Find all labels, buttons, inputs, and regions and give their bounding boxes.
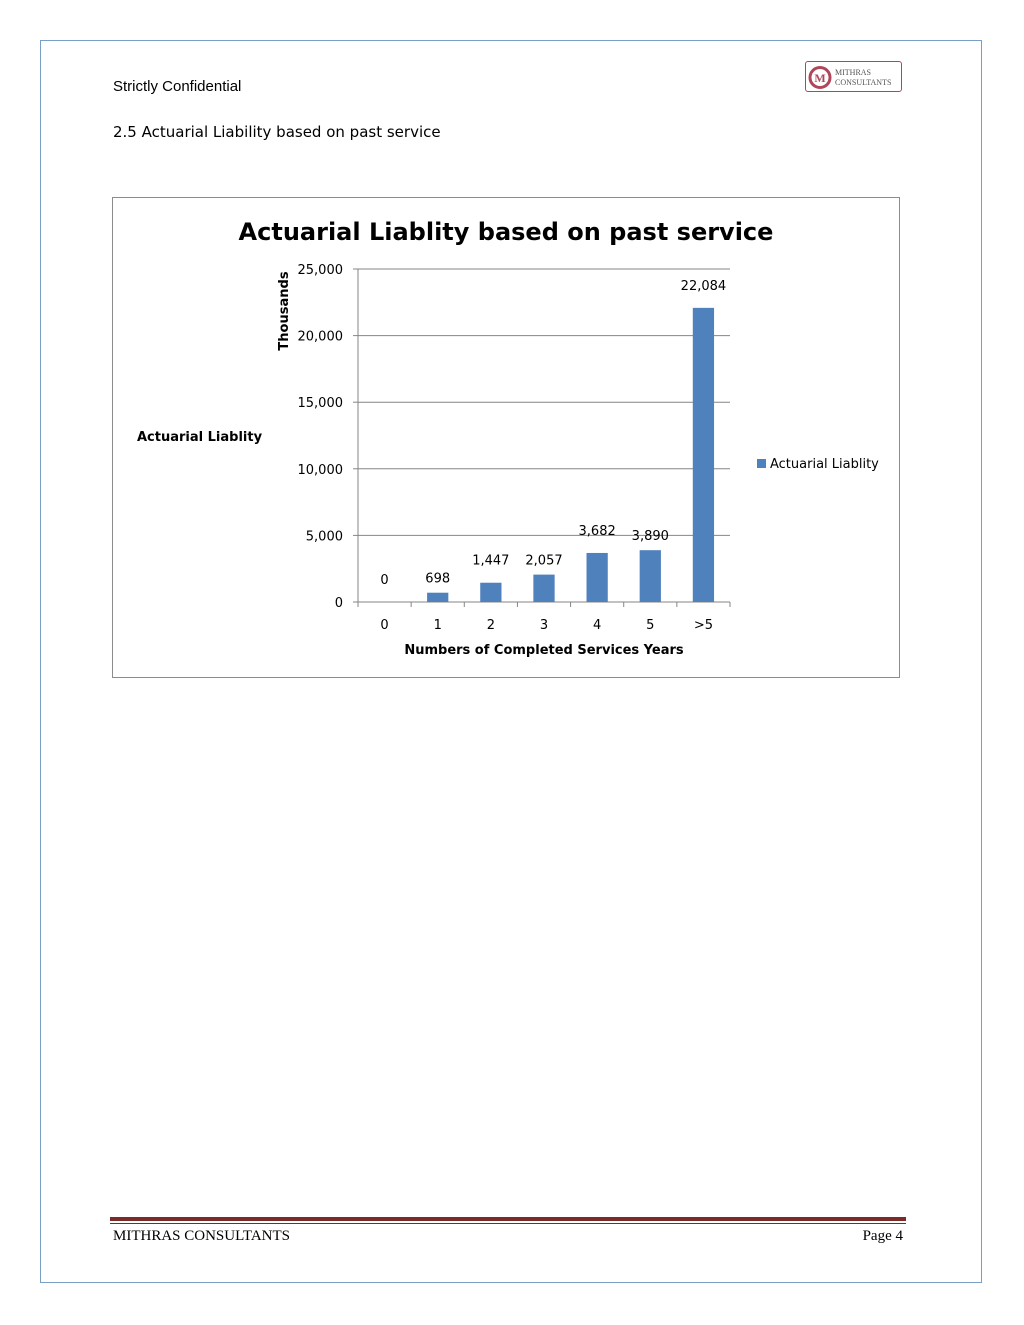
y-tick-label: 5,000 (305, 529, 343, 545)
y-tick-label: 10,000 (297, 462, 343, 478)
x-axis-title: Numbers of Completed Services Years (404, 643, 684, 658)
footer-rule-thin (110, 1223, 906, 1224)
x-tick-label: >5 (693, 618, 714, 633)
y-axis-title: Thousands (277, 271, 292, 351)
bar (693, 308, 714, 602)
y-tick-label: 25,000 (297, 263, 343, 278)
data-label: 22,084 (680, 278, 727, 294)
chart-title: Actuarial Liablity based on past service (238, 218, 774, 246)
footer-company: MITHRAS CONSULTANTS (113, 1228, 291, 1244)
data-label: 2,057 (525, 553, 563, 569)
logo-line2: CONSULTANTS (835, 78, 892, 87)
confidential-label: Strictly Confidential (113, 78, 242, 95)
section-title: 2.5 Actuarial Liability based on past service (113, 123, 441, 141)
legend-swatch (757, 459, 766, 468)
data-label: 698 (425, 571, 451, 587)
y-tick-label: 20,000 (297, 329, 343, 345)
side-label: Actuarial Liablity (137, 430, 263, 445)
bar-chart (113, 198, 901, 679)
data-label: 3,682 (578, 523, 616, 539)
page-number: Page 4 (862, 1228, 903, 1244)
x-tick-label: 1 (433, 618, 442, 633)
legend-label: Actuarial Liablity (770, 457, 879, 472)
footer-rule (110, 1217, 906, 1221)
company-logo (805, 61, 902, 92)
bar (587, 553, 608, 602)
x-tick-label: 2 (486, 618, 495, 633)
y-tick-label: 0 (334, 596, 343, 611)
x-tick-label: 5 (646, 618, 655, 633)
x-tick-label: 0 (380, 618, 389, 633)
bar (533, 575, 554, 602)
bar (480, 583, 501, 602)
bar (640, 550, 661, 602)
logo-mark: M (814, 71, 826, 85)
bar (427, 593, 448, 602)
y-tick-label: 15,000 (297, 396, 343, 412)
x-tick-label: 4 (593, 618, 602, 633)
data-label: 3,890 (631, 529, 669, 545)
chart-container (112, 197, 900, 678)
data-label: 0 (380, 573, 389, 588)
data-label: 1,447 (472, 553, 510, 569)
logo-line1: MITHRAS (835, 68, 872, 77)
x-tick-label: 3 (539, 618, 549, 633)
